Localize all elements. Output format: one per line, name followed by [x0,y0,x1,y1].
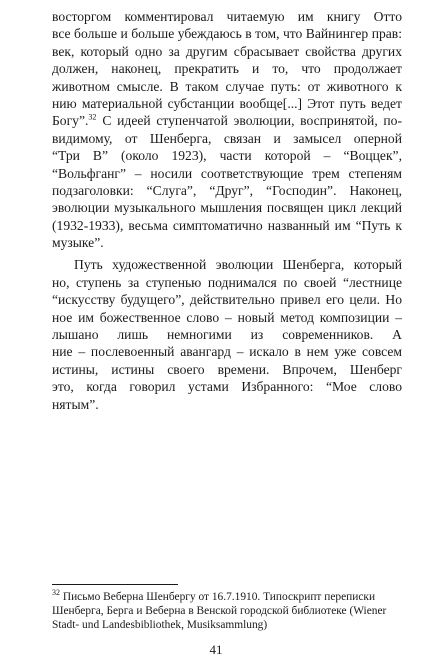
text-line: должен, наконец, прекратить и то, что продолжает [52,61,402,77]
text-line: “Вольфганг” – носили соответствующие трем степеням [52,165,402,181]
footnote-line: Stadt- und Landesbibliothek, Musiksammlung) [52,619,268,631]
text-line: ное им божественное слово – новый метод композиции – [52,309,402,325]
text-line: Путь художественной эволюции Шенберга, который [74,257,402,273]
text-line: “искусству будущего”, действительно привел его цели. Но [52,292,402,308]
text-line: ние – послевоенный авангард – искало в нем уже совсем [52,344,402,360]
text-line: эволюции музыкального мышления посвящен цикл лекций [52,200,402,216]
text-line: истины, истины своего времени. Впрочем, Шенберг [52,361,402,377]
text-line: музыке”. [52,235,104,251]
footnote-line [52,590,404,604]
text-line: животном смысле. В таком случае путь: от животного к [52,78,402,94]
text-line: восторгом комментировал читаемую им книгу Отто [52,9,402,24]
footnote [52,590,404,632]
footnote-ref[interactable]: 32 [88,112,97,122]
text-line: лышано лишь немногими из современников. А [52,327,402,343]
text-line: подзаголовки: “Слуга”, “Друг”, “Господин”. Наконец, [52,182,402,198]
text-line: это, когда говорил устами Избранного: “Мое слово [52,379,402,395]
paragraph-2 [52,256,402,413]
text-line-with-footnote [52,112,402,129]
text-line: век, который одно за другим сбрасывает свойства других [52,43,402,59]
footnote-divider [52,584,178,585]
text-line: но, ступень за ступенью поднимался по своей “лестнице [52,274,402,290]
quote-end-text: Богу”. [52,113,89,129]
footnote-number: 32 [52,588,60,598]
paragraph-1 [52,8,402,251]
page-number: 41 [209,642,223,657]
text-line: “Три В” (около 1923), части которой – “Воццек”, [52,148,402,164]
main-text [52,8,402,413]
footnote-line: Шенберга, Берга и Веберна в Венской городской библиотеке (Wiener [52,605,387,617]
line-continuation: С идеей ступенчатой эволюции, воспринятой, по- [102,113,402,129]
text-line: (1932-1933), весьма симптоматично названный им “Путь к [52,217,402,233]
text-line: нятым”. [52,396,99,412]
text-line: все больше и больше убеждаюсь в том, что Вайнингер прав: [52,26,402,42]
text-line: видимому, от Шенберга, связан и замысел оперной [52,130,402,146]
quote-end [52,112,96,129]
text-line: нию материальной субстанции вообще[...] Этот путь ведет [52,95,402,111]
footnote-text: Письмо Веберна Шенбергу от 16.7.1910. Типоскрипт переписки [62,591,376,603]
